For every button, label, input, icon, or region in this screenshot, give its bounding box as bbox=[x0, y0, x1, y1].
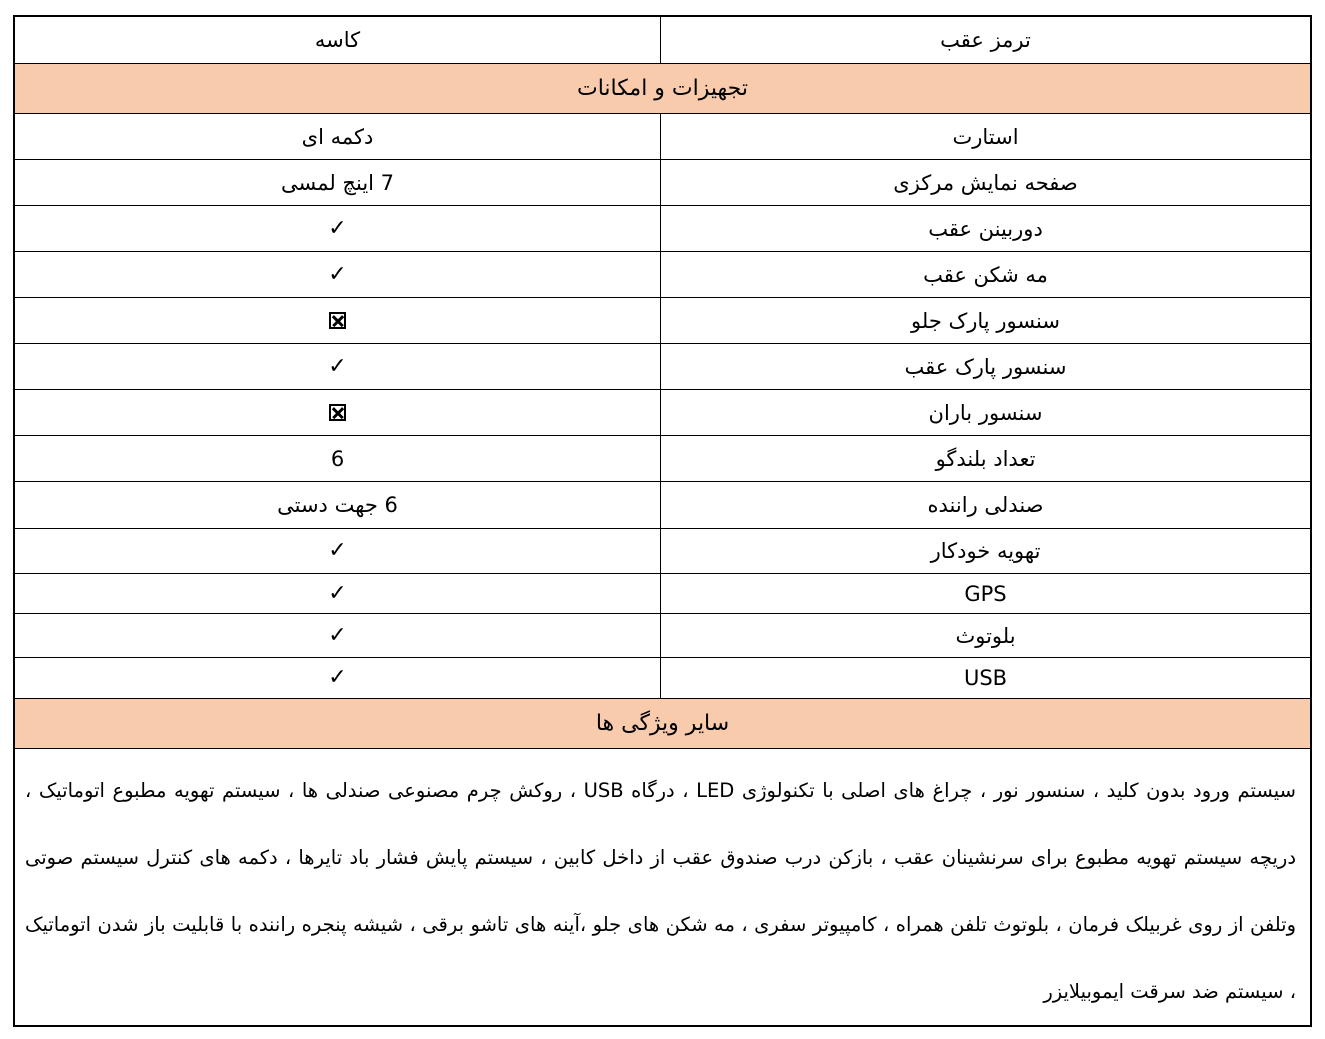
section-other-title: سایر ویژگی ها bbox=[15, 699, 1310, 749]
feature-cell: صندلی راننده bbox=[927, 493, 1044, 517]
value-cell bbox=[15, 529, 661, 573]
table-row bbox=[15, 436, 1310, 482]
feature-cell: استارت bbox=[952, 124, 1019, 149]
feature-cell: تهویه خودکار bbox=[930, 539, 1041, 563]
value-cell bbox=[15, 206, 661, 251]
value-cell: 7 اینچ لمسی bbox=[15, 160, 661, 205]
checkmark-icon: ✓ bbox=[328, 580, 347, 606]
checkmark-icon: ✓ bbox=[328, 215, 347, 241]
table-row bbox=[15, 574, 1310, 614]
table-row bbox=[15, 206, 1310, 252]
feature-cell: دوربینن عقب bbox=[928, 216, 1043, 241]
table-row bbox=[15, 298, 1310, 344]
checkmark-icon: ✓ bbox=[328, 538, 347, 563]
value-cell bbox=[15, 614, 661, 657]
crossed-box-icon bbox=[329, 404, 346, 421]
header-feature: ترمز عقب bbox=[940, 28, 1031, 52]
crossed-box-icon bbox=[329, 312, 346, 329]
feature-cell: USB bbox=[963, 666, 1008, 690]
checkmark-icon: ✓ bbox=[328, 261, 347, 287]
equipment-rows bbox=[15, 114, 1310, 699]
table-row bbox=[15, 344, 1310, 390]
section-equipment-title: تجهیزات و امکانات bbox=[15, 64, 1310, 114]
feature-cell: صفحه نمایش مرکزی bbox=[893, 170, 1078, 195]
checkmark-icon: ✓ bbox=[328, 622, 347, 648]
spec-table bbox=[13, 15, 1312, 1027]
table-row bbox=[15, 114, 1310, 160]
value-cell bbox=[15, 574, 661, 613]
table-row bbox=[15, 658, 1310, 699]
value-cell bbox=[15, 390, 661, 435]
value-cell bbox=[15, 658, 661, 698]
value-cell bbox=[15, 298, 661, 343]
feature-cell: سنسور باران bbox=[928, 400, 1043, 425]
feature-cell: مه شکن عقب bbox=[923, 262, 1048, 287]
table-row bbox=[15, 390, 1310, 436]
value-cell: 6 جهت دستی bbox=[15, 482, 661, 528]
table-row bbox=[15, 614, 1310, 658]
value-cell: 6 bbox=[15, 436, 661, 481]
feature-cell: GPS bbox=[964, 581, 1007, 606]
header-row bbox=[15, 17, 1310, 64]
table-row bbox=[15, 482, 1310, 529]
value-cell bbox=[15, 252, 661, 297]
feature-cell: بلوتوث bbox=[955, 623, 1016, 648]
other-features-text: سیستم ورود بدون کلید ، سنسور نور ، چراغ های اصلی با تکنولوژی LED ، درگاه USB ، روکش چرم مصنوعی صندلی ها ، سیستم تهویه مطبوع اتوماتیک ، دریچه سیستم تهویه مطبوع برای سرنشینان عقب ، بازکن درب صندوق عقب از داخل کابین ، سیستم پایش فشار باد تایرها ، دکمه های کنترل سیستم صوتی وتلفن از روی غربیلک فرمان ، بلوتوث تلفن همراه ، کامپیوتر سفری ، مه شکن های جلو ،آینه های تاشو برقی ، شیشه پنجره راننده با قابلیت باز شدن اتوماتیک ، سیستم ضد سرقت ایموبیلایزر bbox=[25, 779, 1296, 1003]
value-cell bbox=[15, 344, 661, 389]
checkmark-icon: ✓ bbox=[328, 353, 347, 379]
table-row bbox=[15, 252, 1310, 298]
value-cell: دکمه ای bbox=[15, 114, 661, 159]
checkmark-icon: ✓ bbox=[328, 665, 347, 690]
feature-cell: سنسور پارک عقب bbox=[904, 354, 1067, 379]
header-value: کاسه bbox=[15, 17, 661, 63]
feature-cell: سنسور پارک جلو bbox=[911, 308, 1060, 333]
table-row bbox=[15, 529, 1310, 574]
table-row bbox=[15, 160, 1310, 206]
feature-cell: تعداد بلندگو bbox=[935, 446, 1036, 471]
